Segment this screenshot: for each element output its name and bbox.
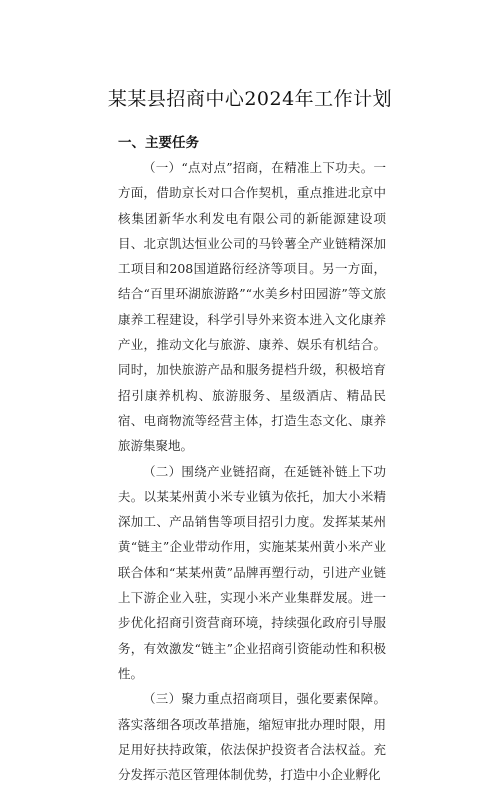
paragraph-3: （三）聚力重点招商项目，强化要素保障。落实落细各项改革措施，缩短审批办理时限，用足用好扶持政策，依法保护投资者合法权益。充分发挥示范区管理体制优势，打造中小企业孵化 — [118, 691, 386, 783]
paragraph-1: （一）“点对点”招商，在精准上下功夫。一方面，借助京长对口合作契机，重点推进北京中核集团新华水利发电有限公司的新能源建设项目、北京凯达恒业公司的马铃薯全产业链精深加工项目和208国道路衍经济等项目。另一方面，结合“百里环湖旅游路”“水美乡村田园游”等文旅康养工程建设，科学引导外来资本进入文化康养产业，推动文化与旅游、康养、娱乐有机结合。同时，加快旅游产品和服务提档升级，积极培育招引康养机构、旅游服务、星级酒店、精品民宿、电商物流等经营主体，打造生态文化、康养旅游集聚地。 — [118, 160, 386, 454]
document-title: 某某县招商中心2024年工作计划 — [107, 88, 393, 110]
document-body — [118, 155, 386, 787]
paragraph-2: （二）围绕产业链招商，在延链补链上下功夫。以某某州黄小米专业镇为依托，加大小米精深加工、产品销售等项目招引力度。发挥某某州黄“链主”企业带动作用，实施某某州黄小米产业联合体和“某某州黄”品牌再塑行动，引进产业链上下游企业入驻，实现小米产业集群发展。进一步优化招商引资营商环境，持续强化政府引导服务，有效激发“链主”企业招商引资能动性和积极性。 — [118, 463, 386, 681]
section-heading: 一、主要任务 — [118, 135, 199, 151]
